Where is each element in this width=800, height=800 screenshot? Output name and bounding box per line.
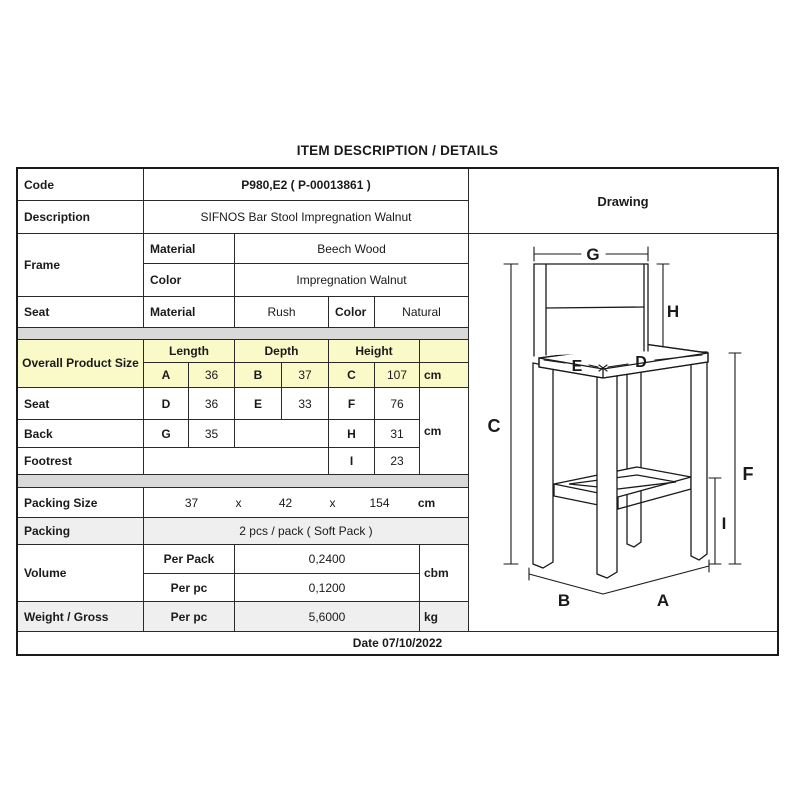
drawing-column [469,169,777,632]
dim-key-h: H [329,420,375,448]
spacer-row [18,328,469,340]
group-unit: cm [420,388,469,475]
spec-table [16,167,779,656]
stool-left-leg [533,363,553,568]
dim-val-g: 35 [189,420,235,448]
seat-size-label: Seat [18,388,144,420]
dim-key-e: E [235,388,282,420]
packing-sep-1: x [235,495,242,510]
dim-line-f [729,353,741,564]
length-header: Length [144,340,235,363]
data-table [18,169,469,632]
dim-val-h: 31 [375,420,420,448]
description-label: Description [18,201,144,234]
dim-label-b: B [557,591,571,610]
overall-unit: cm [420,363,469,388]
weight-label: Weight / Gross [18,602,144,632]
dim-val-a: 36 [189,363,235,388]
dim-val-f: 76 [375,388,420,420]
dim-key-g: G [144,420,189,448]
seat-label: Seat [18,297,144,328]
date-row: Date 07/10/2022 [352,636,443,650]
packing-label: Packing [18,518,144,545]
weight-value: 5,6000 [235,602,420,632]
dim-key-b: B [235,363,282,388]
drawing-area [469,234,777,632]
per-pack-value: 0,2400 [235,545,420,574]
packing-unit: cm [417,495,436,510]
volume-unit: cbm [420,545,469,602]
stool-right-leg [691,352,707,560]
depth-header: Depth [235,340,329,363]
packing-value: 2 pcs / pack ( Soft Pack ) [144,518,469,545]
dim-label-g: G [586,245,600,264]
dim-label-f: F [742,464,754,484]
weight-unit: kg [420,602,469,632]
per-pc-value: 0,1200 [235,574,420,602]
packing-dim-1: 37 [184,495,199,510]
code-value: P980,E2 ( P-00013861 ) [144,169,469,201]
stool-footrest [554,467,691,509]
packing-size-label: Packing Size [18,488,144,518]
per-pack-label: Per Pack [144,545,235,574]
dim-label-c: C [487,416,501,436]
dim-val-e: 33 [282,388,329,420]
seat-material-value: Rush [235,297,329,328]
stool-drawing [469,234,777,631]
dim-key-f: F [329,388,375,420]
page-title: ITEM DESCRIPTION / DETAILS [296,143,499,158]
per-pc-label: Per pc [144,574,235,602]
seat-color-label: Color [329,297,375,328]
packing-sep-2: x [329,495,336,510]
dim-val-c: 107 [375,363,420,388]
dim-key-i: I [329,448,375,475]
seat-color-value: Natural [375,297,469,328]
spacer-row [18,475,469,488]
dim-label-i: I [721,514,727,533]
dim-label-d: D [635,354,647,371]
dim-label-a: A [656,591,670,610]
frame-color-label: Color [144,264,235,297]
footrest-size-label: Footrest [18,448,144,475]
back-empty-cell [235,420,329,448]
dim-val-d: 36 [189,388,235,420]
weight-per-pc-label: Per pc [144,602,235,632]
packing-size-values [144,488,469,518]
dim-label-h: H [666,302,680,321]
dim-key-c: C [329,363,375,388]
stool-front-leg [597,370,617,578]
packing-dim-3: 154 [369,495,390,510]
dim-label-e: E [571,358,583,375]
dim-val-i: 23 [375,448,420,475]
frame-material-label: Material [144,234,235,264]
stool-backrest [534,264,648,356]
height-header: Height [329,340,420,363]
seat-material-label: Material [144,297,235,328]
dim-val-b: 37 [282,363,329,388]
dim-line-i [709,478,721,564]
stool-back-leg [627,346,641,547]
packing-dim-2: 42 [278,495,293,510]
frame-label: Frame [18,234,144,297]
dim-key-a: A [144,363,189,388]
description-value: SIFNOS Bar Stool Impregnation Walnut [144,201,469,234]
frame-material-value: Beech Wood [235,234,469,264]
dim-line-ab [529,560,709,594]
dim-key-d: D [144,388,189,420]
size-header-unit-cell [420,340,469,363]
code-label: Code [18,169,144,201]
drawing-header: Drawing [469,169,777,234]
frame-color-value: Impregnation Walnut [235,264,469,297]
volume-label: Volume [18,545,144,602]
dim-line-c [504,264,518,564]
table-main [18,169,777,632]
back-size-label: Back [18,420,144,448]
footrest-empty-cell [144,448,329,475]
overall-size-label: Overall Product Size [18,340,144,388]
